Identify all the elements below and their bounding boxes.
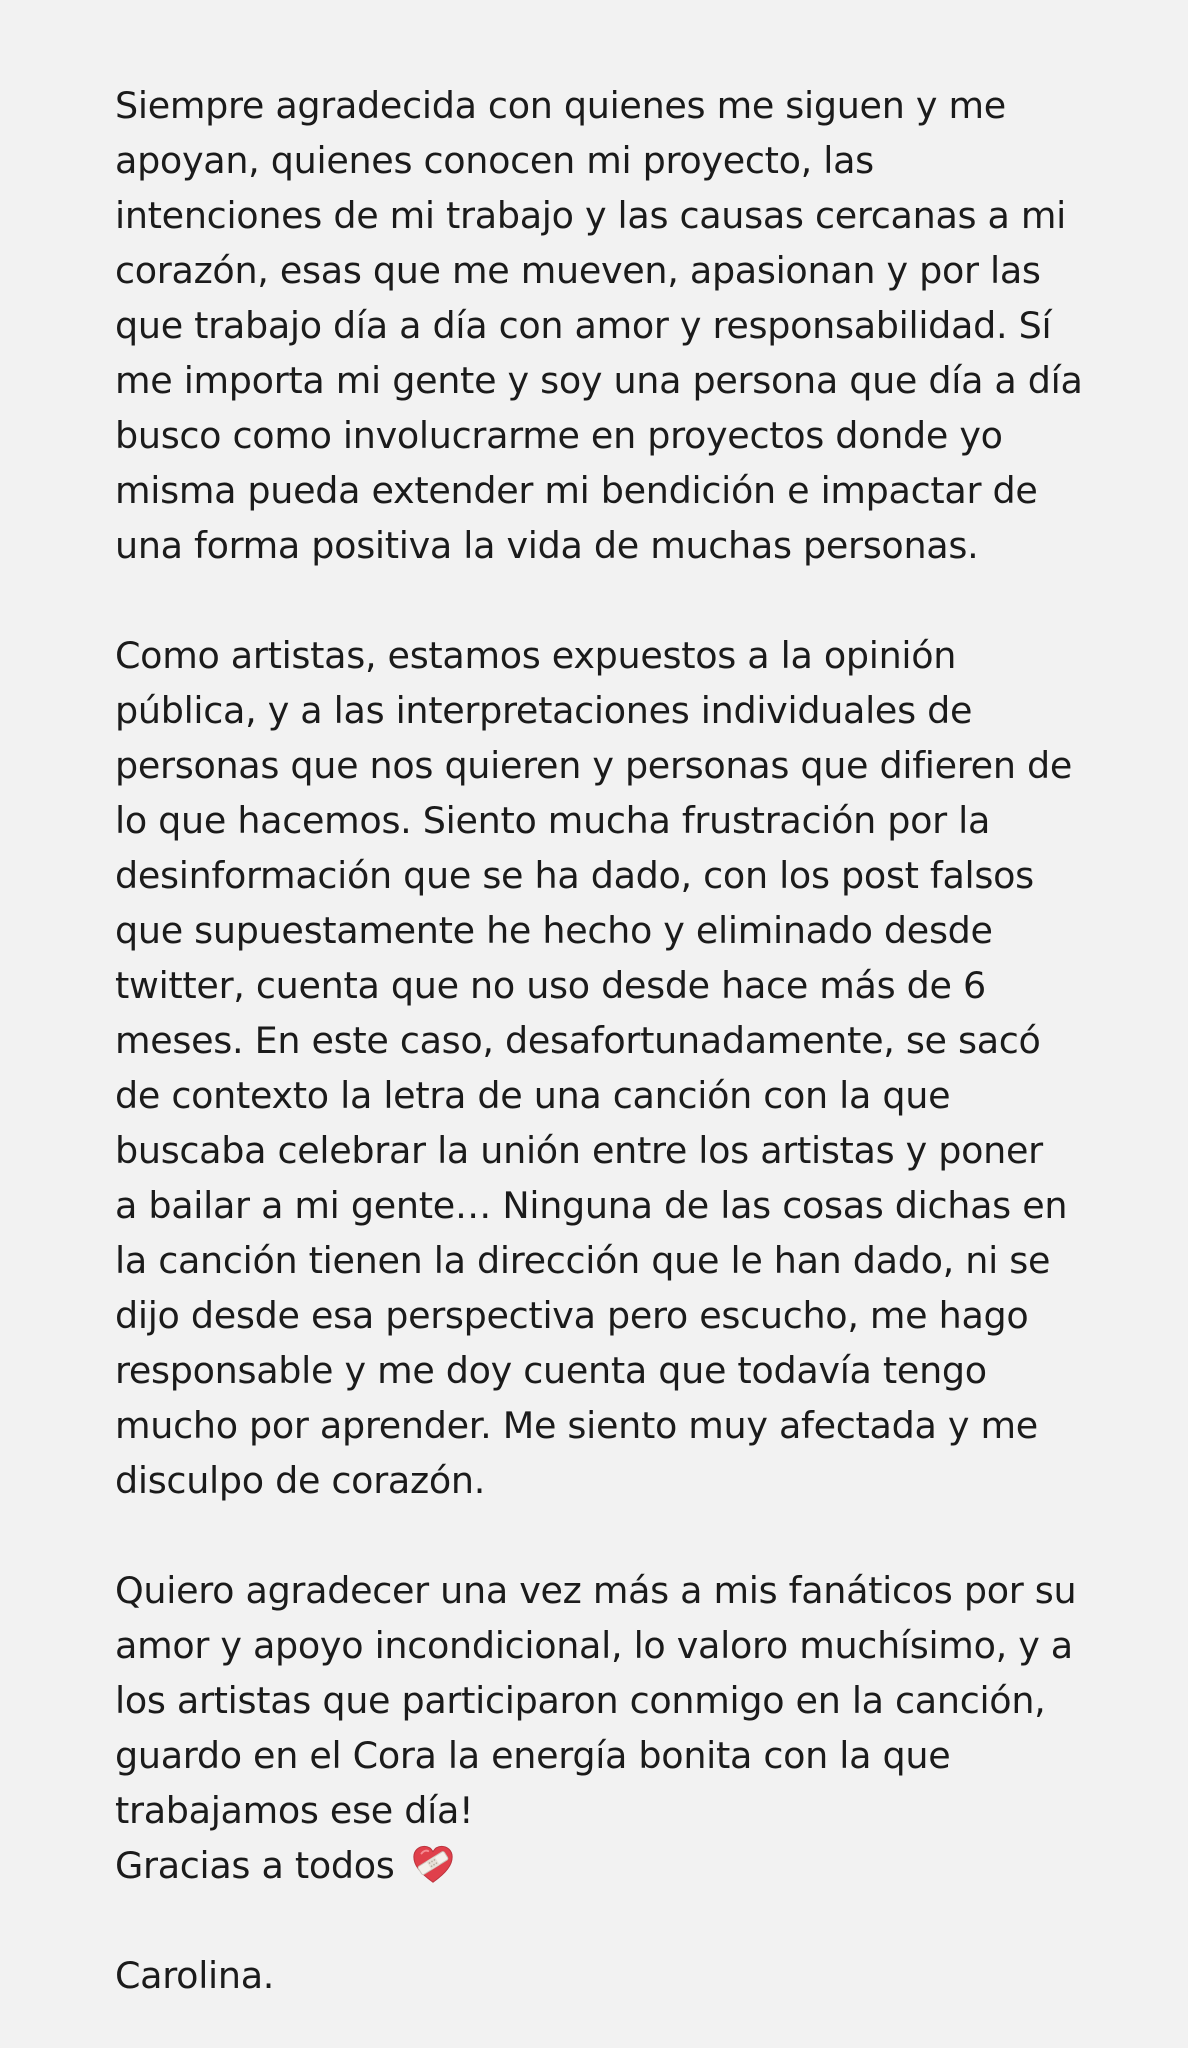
text-line: responsable y me doy cuenta que todavía tengo (115, 1349, 987, 1392)
text-line: trabajamos ese día! (115, 1789, 474, 1832)
text-line: desinformación que se ha dado, con los post falsos (115, 854, 1034, 897)
text-line: amor y apoyo incondicional, lo valoro muchísimo, y a (115, 1624, 1073, 1667)
text-line: Quiero agradecer una vez más a mis fanáticos por su (115, 1569, 1077, 1612)
text-line: busco como involucrarme en proyectos donde yo (115, 414, 1003, 457)
text-line: pública, y a las interpretaciones individuales de (115, 689, 973, 732)
text-line: dijo desde esa perspectiva pero escucho, me hago (115, 1294, 1029, 1337)
text-line: meses. En este caso, desafortunadamente, se sacó (115, 1019, 1041, 1062)
text-line: mucho por aprender. Me siento muy afectada y me (115, 1404, 1038, 1447)
text-line: disculpo de corazón. (115, 1459, 485, 1502)
signature: Carolina. (115, 1954, 275, 1997)
paragraph-gap (115, 573, 1135, 628)
text-line: twitter, cuenta que no uso desde hace más de 6 (115, 964, 986, 1007)
text-line: personas que nos quieren y personas que difieren de (115, 744, 1072, 787)
text-line: me importa mi gente y soy una persona que día a día (115, 359, 1083, 402)
statement-text (115, 78, 1135, 2003)
paragraph-1 (115, 78, 1135, 573)
text-line: intenciones de mi trabajo y las causas cercanas a mi (115, 194, 1066, 237)
text-line: de contexto la letra de una canción con la que (115, 1074, 951, 1117)
paragraph-gap (115, 1508, 1135, 1563)
text-line: que trabajo día a día con amor y responsabilidad. Sí (115, 304, 1052, 347)
paragraph-2 (115, 628, 1135, 1508)
text-line: a bailar a mi gente… Ninguna de las cosas dichas en (115, 1184, 1068, 1227)
mending-heart-icon (410, 1842, 456, 1888)
text-line: corazón, esas que me mueven, apasionan y por las (115, 249, 1041, 292)
thanks-text: Gracias a todos (115, 1844, 395, 1887)
thanks-line (115, 1838, 1135, 1893)
text-line: apoyan, quienes conocen mi proyecto, las (115, 139, 874, 182)
paragraph-3 (115, 1563, 1135, 1893)
text-line: los artistas que participaron conmigo en la canción, (115, 1679, 1046, 1722)
text-line: misma pueda extender mi bendición e impactar de (115, 469, 1038, 512)
text-line: que supuestamente he hecho y eliminado desde (115, 909, 993, 952)
text-line: una forma positiva la vida de muchas personas. (115, 524, 979, 567)
text-line: buscaba celebrar la unión entre los artistas y poner (115, 1129, 1043, 1172)
text-line: la canción tienen la dirección que le han dado, ni se (115, 1239, 1051, 1282)
text-line: Como artistas, estamos expuestos a la opinión (115, 634, 957, 677)
text-line: lo que hacemos. Siento mucha frustración por la (115, 799, 991, 842)
text-line: Siempre agradecida con quienes me siguen y me (115, 84, 1006, 127)
text-line: guardo en el Cora la energía bonita con la que (115, 1734, 951, 1777)
paragraph-gap (115, 1893, 1135, 1948)
